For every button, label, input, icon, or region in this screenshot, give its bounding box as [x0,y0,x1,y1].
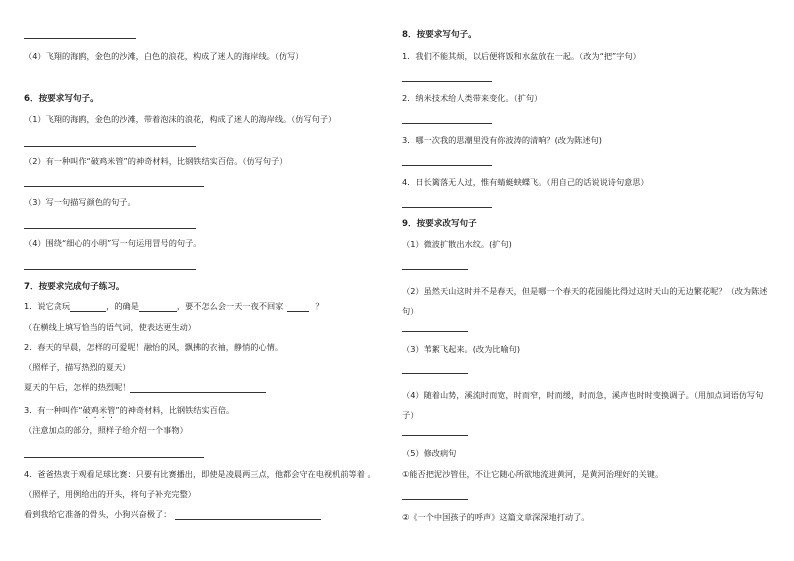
question-text: （4）飞翔的海鸥，金色的沙滩，白色的浪花，构成了迷人的海岸线。（仿写） [24,51,304,61]
question-text: （3）苇絮飞起来。(改为比喻句) [402,344,521,354]
question-text: 4．爸爸热衷于观看足球比赛：只要有比赛播出，即使是凌晨两三点，他都会守在电视机前等着 。 [24,469,376,479]
section-title-8: 8．按要求写句子。 [402,30,477,40]
question-text: （1）飞翔的海鸥，金色的沙滩，带着泡沫的浪花，构成了迷人的海岸线。（仿写句子） [24,114,337,124]
question-text: （5）修改病句 [402,448,457,458]
question-text: （4）围绕“细心的小明”写一句运用冒号的句子。 [24,238,202,248]
answer-line[interactable] [24,146,196,147]
question-text: ？ [315,301,324,311]
question-text: ①能否把泥沙管住，不让它随心所欲地流进黄河，是黄河治理好的关键。 [402,469,664,479]
question-text: ”的神奇材料，比钢铁结实百倍。 [115,405,235,415]
emphasized-text: 破鸡米管 [82,405,116,415]
section-title-9: 9．按要求改写句子 [402,219,477,229]
fill-blank-question [24,301,324,312]
answer-line[interactable] [24,186,204,187]
instruction-note: （在横线上填写恰当的语气词，使表达更生动） [24,322,196,332]
instruction-note: （照样子，描写热烈的夏天） [24,362,131,372]
question-text: （2）虽然天山这时并不是春天，但是哪一个春天的花园能比得过这时天山的无边繁花呢？（改为陈述句） [402,286,768,316]
blank-field[interactable] [287,302,309,312]
answer-line[interactable] [402,81,492,82]
answer-line[interactable] [402,499,468,500]
question-text: 看到我给它准备的骨头，小狗兴奋极了： [24,509,172,519]
blank-field[interactable] [139,302,177,312]
question-text: 3．哪一次我的思潮里没有你波涛的清响？(改为陈述句) [402,135,602,145]
question-text: 夏天的午后，怎样的热烈呢！ [24,382,131,392]
answer-line[interactable] [24,228,196,229]
answer-line[interactable] [24,269,196,270]
question-text: 2．春天的早晨，怎样的可爱呢！融怡的风，飘拂的衣袖，静悄的心情。 [24,342,284,352]
question-text: （1）微波扩散出水纹。(扩句) [402,239,512,249]
answer-line[interactable] [402,123,492,124]
instruction-note: （注意加点的部分，照样子给介绍一个事物） [24,425,188,435]
blank-field[interactable] [70,302,106,312]
question-text: （2）有一种叫作“破鸡米管”的神奇材料，比钢铁结实百倍。（仿写句子） [24,156,288,166]
answer-line[interactable] [402,435,468,436]
answer-line[interactable] [402,373,468,374]
question-text-emphasis [24,405,234,420]
answer-line[interactable] [24,457,204,458]
answer-line[interactable] [402,207,492,208]
answer-line[interactable] [402,269,468,270]
answer-line[interactable] [24,38,136,39]
answer-line[interactable] [402,331,468,332]
question-text: （4）随着山势，溪流时而宽，时而窄，时而缓，时而急，溪声也时时变换调子。（用加点词语仿写句子） [402,390,764,420]
fill-line-question [24,382,266,393]
section-title-7: 7．按要求完成句子练习。 [24,282,125,292]
question-text: ，的确是 [106,301,139,311]
question-text: 2．纳米技术给人类带来变化。（扩句） [402,93,543,103]
question-text: （3）写一句描写颜色的句子。 [24,197,136,207]
question-text: 3．有一种叫作“ [24,405,83,415]
question-text: 1．说它贪玩 [24,301,71,311]
question-text: ，要不怎么会一天一夜不回家 [176,301,284,311]
blank-field[interactable] [130,383,266,393]
answer-line[interactable] [402,165,492,166]
section-title-6: 6．按要求写句子。 [24,94,99,104]
question-text: 4．日长篱落无人过，惟有蜻蜓蛱蝶飞。（用自己的话说说诗句意思） [402,177,649,187]
blank-field[interactable] [175,510,321,520]
question-text: 1．我们不能其烦，以后便将饭和水盆放在一起。（改为“把”字句） [402,51,641,61]
fill-line-question [24,509,321,520]
question-text: ②《一个中国孩子的呼声》这篇文章深深地打动了。 [402,512,590,522]
instruction-note: （照样子，用例给出的开头，将句子补充完整） [24,489,196,499]
